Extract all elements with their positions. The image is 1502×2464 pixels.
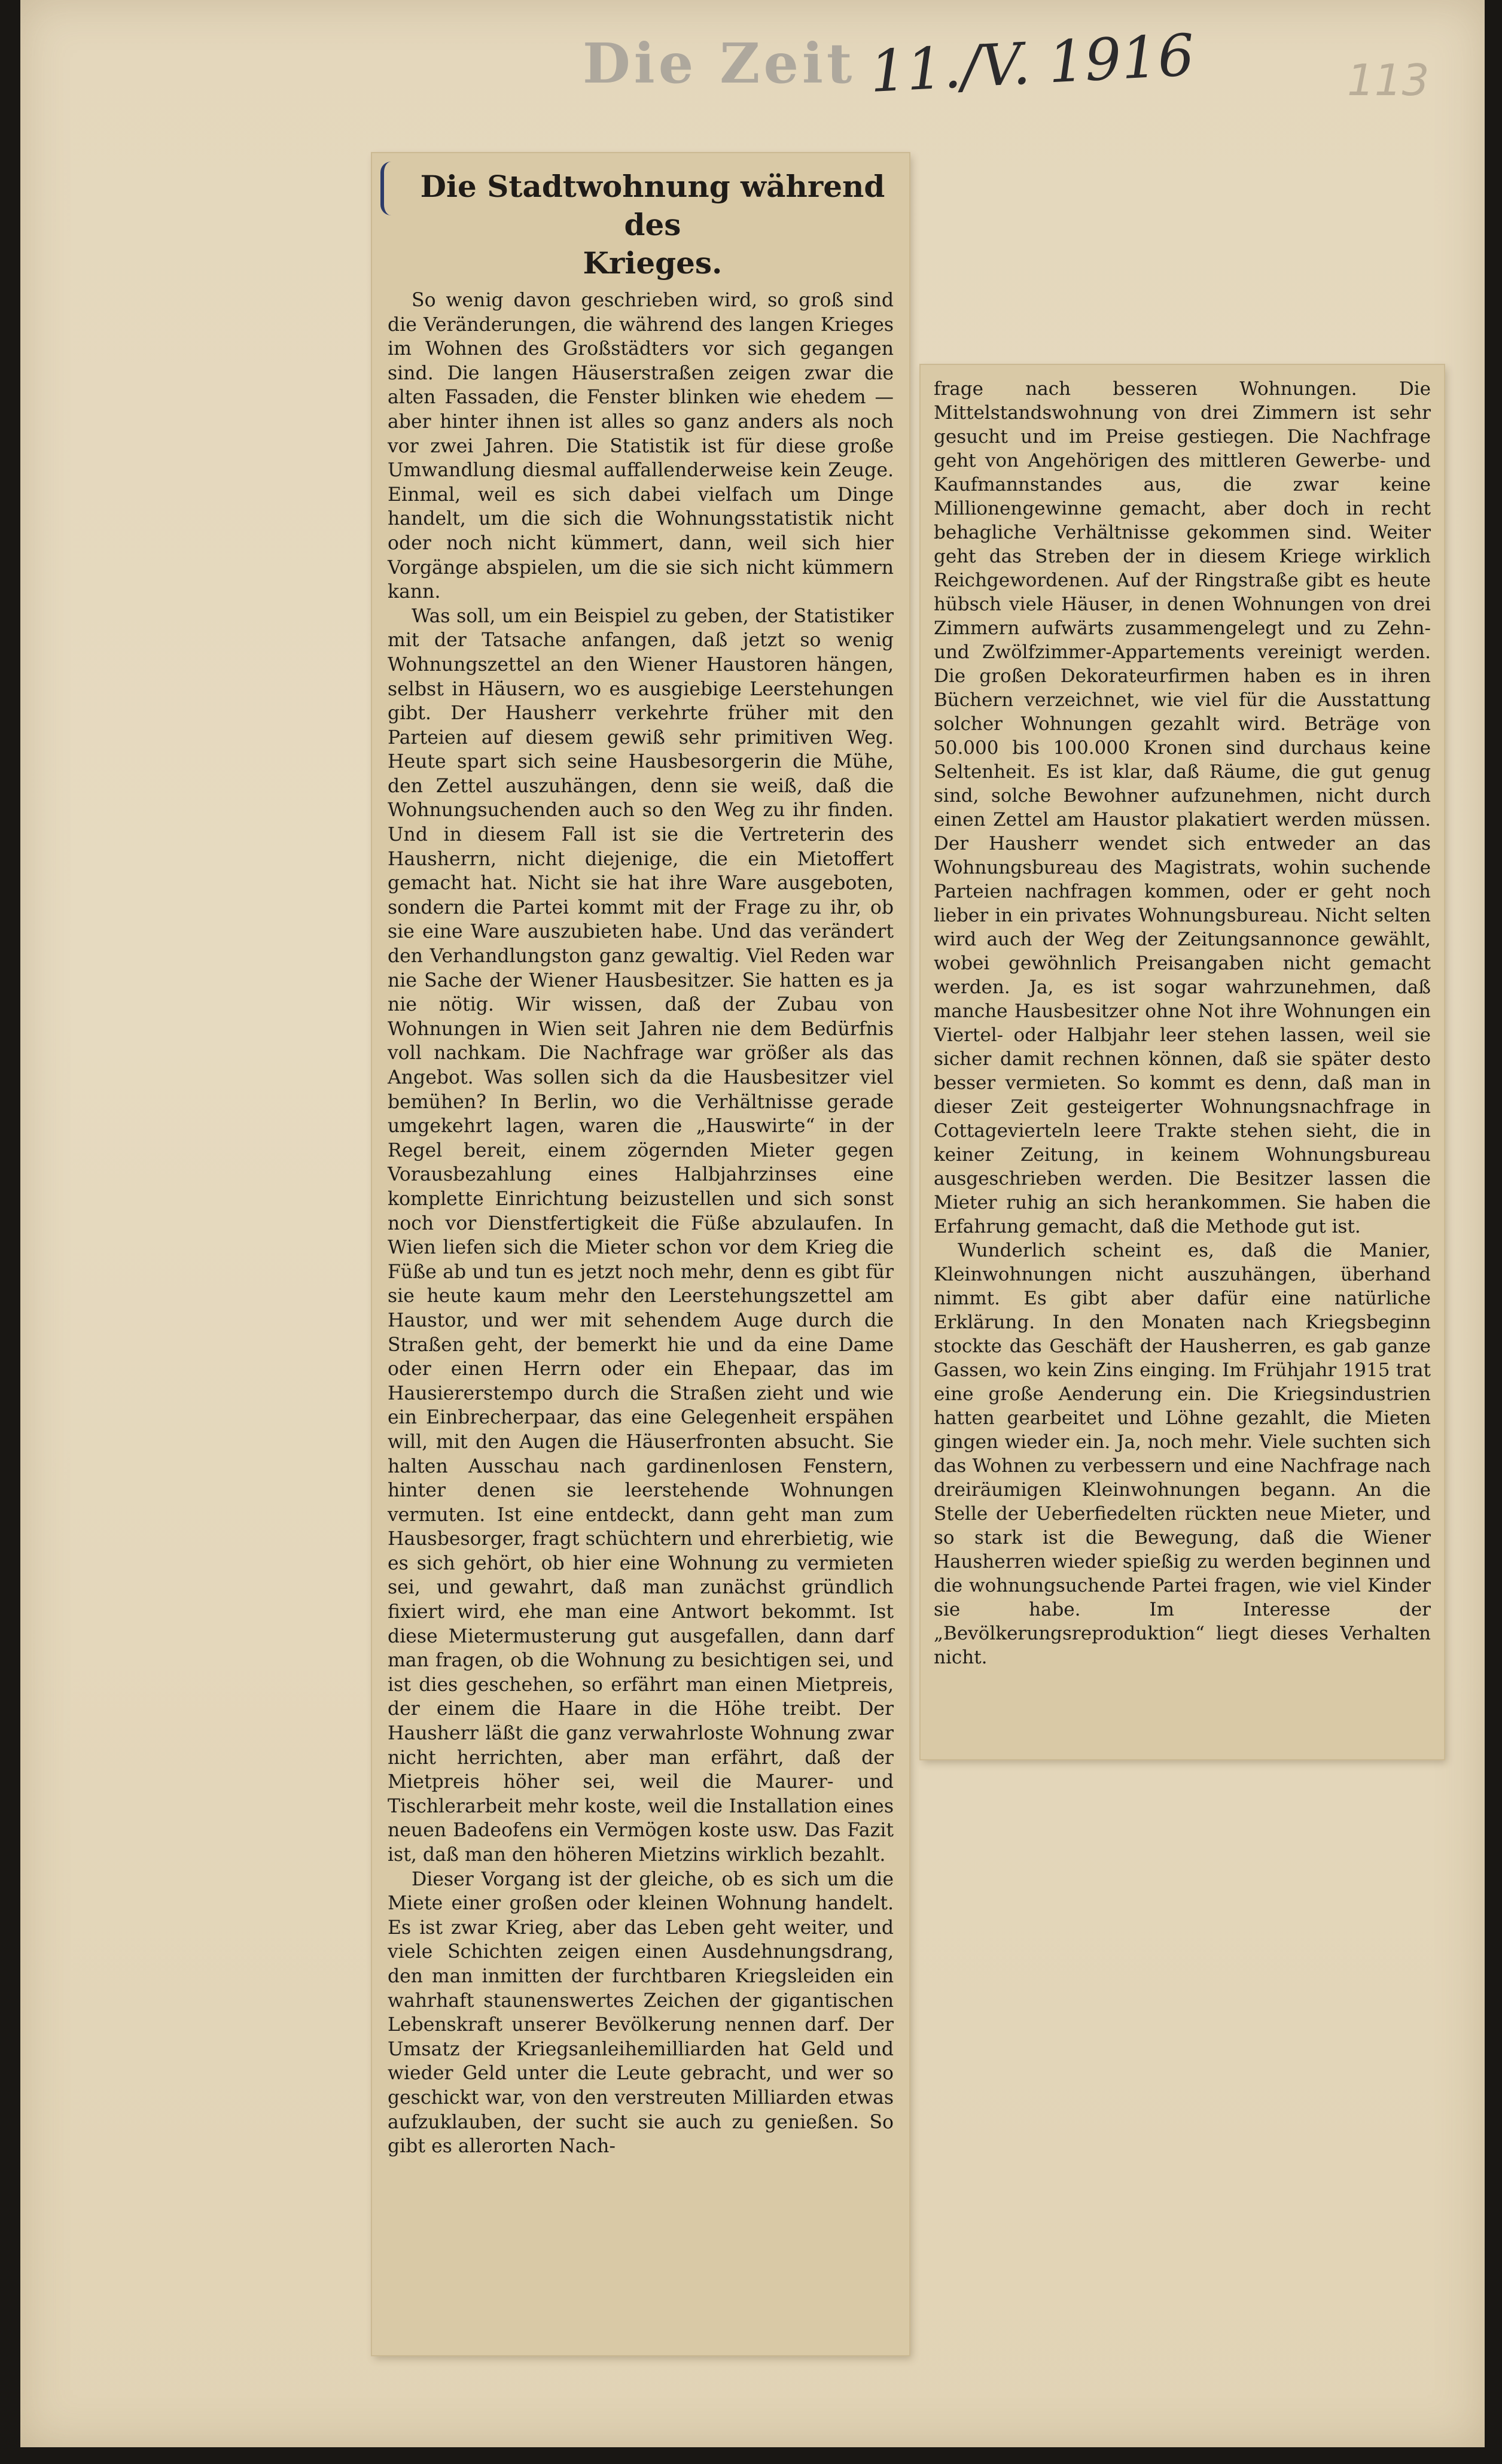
paragraph: Dieser Vorgang ist der gleiche, ob es sich um die Miete einer großen oder kleinen Wohnung handelt. Es ist zwar Krieg, aber das Leben geht weiter, und viele Schichten zeigen einen Ausdehnungsdrang, den man inmitten der furchtbaren Kriegsleiden ein wahrhaft staunenswertes Zeichen der gigantischen Lebenskraft unserer Bevölkerung nennen darf. Der Umsatz der Kriegsanleihemilliarden hat Geld und wieder Geld unter die Leute gebracht, und wer so geschickt war, von den verstreuten Milliarden etwas aufzuklauben, der sucht sie auch zu genießen. So gibt es allerorten Nach- [388,1868,894,2158]
handwritten-date: 11./V. 1916 [868,21,1196,106]
headline-line-1: Die Stadtwohnung während des [420,169,885,242]
paragraph: Was soll, um ein Beispiel zu geben, der Statistiker mit der Tatsache anfangen, daß jetzt so wenig Wohnungszettel an den Wiener Haustoren hängen, selbst in Häusern, wo es ausgiebige Leerstehungen gibt. Der Hausherr verkehrte früher mit den Parteien auf diesem gewiß sehr primitiven Weg. Heute spart sich seine Hausbesorgerin die Mühe, den Zettel auszuhängen, denn sie weiß, daß die Wohnungsuchenden auch so den Weg zu ihr finden. Und in diesem Fall ist sie die Vertreterin des Hausherrn, nicht diejenige, die ein Mietoffert gemacht hat. Nicht sie hat ihre Ware ausgeboten, sondern die Partei kommt mit der Frage zu ihr, ob sie eine Ware auszubieten habe. Und das verändert den Verhandlungston ganz gewaltig. Viel Reden war nie Sache der Wiener Hausbesitzer. Sie hatten es ja nie nötig. Wir wissen, daß der Zubau von Wohnungen in Wien seit Jahren nie dem Bedürfnis voll nachkam. Die Nachfrage war größer als das Angebot. Was sollen sich da die Hausbesitzer viel bemühen? In Berlin, wo die Verhältnisse gerade umgekehrt lagen, waren die „Hauswirte“ in der Regel bereit, einem zögernden Mieter gegen Vorausbezahlung eines Halbjahrzinses eine komplette Einrichtung beizustellen und sich sonst noch vor Dienstfertigkeit die Füße abzulaufen. In Wien liefen sich die Mieter schon vor dem Krieg die Füße ab und tun es jetzt noch mehr, denn es gibt für sie heute kaum mehr den Leerstehungszettel am Haustor, und wer mit sehendem Auge durch die Straßen geht, der bemerkt hie und da eine Dame oder einen Herrn oder ein Ehepaar, das im Hausiererstempo durch die Straßen zieht und wie ein Einbrecherpaar, das eine Gelegenheit erspähen will, mit den Augen die Häuserfronten absucht. Sie halten Ausschau nach gardinenlosen Fenstern, hinter denen sie leerstehende Wohnungen vermuten. Ist eine entdeckt, dann geht man zum Hausbesorger, fragt schüchtern und ehrerbietig, wie es sich gehört, ob hier eine Wohnung zu vermieten sei, und gewahrt, daß man zunächst gründlich fixiert wird, ehe man eine Antwort bekommt. Ist diese Mietermusterung gut ausgefallen, dann darf man fragen, ob die Wohnung zu besichtigen sei, und ist dies geschehen, so erfährt man einen Mietpreis, der einem die Haare in die Höhe treibt. Der Hausherr läßt die ganz verwahrloste Wohnung zwar nicht herrichten, aber man erfährt, daß der Mietpreis höher sei, weil die Maurer- und Tischlerarbeit mehr koste, weil die Installation eines neuen Badeofens ein Vermögen koste usw. Das Fazit ist, daß man den höheren Mietzins wirklich bezahlt. [388,605,894,1866]
page-number: 113 [1347,55,1430,105]
archive-sheet [20,0,1485,2447]
article-body-right [934,377,1431,1669]
paragraph: frage nach besseren Wohnungen. Die Mittelstandswohnung von drei Zimmern ist sehr gesucht und im Preise gestiegen. Die Nachfrage geht von Angehörigen des mittleren Gewerbe- und Kaufmannstandes aus, die zwar keine Millionengewinne gemacht, aber doch in recht behagliche Verhältnisse gekommen sind. Weiter geht das Streben der in diesem Kriege wirklich Reichgewordenen. Auf der Ringstraße gibt es heute hübsch viele Häuser, in denen Wohnungen von drei Zimmern aufwärts zusammengelegt und zu Zehn- und Zwölfzimmer-Appartements vereinigt werden. Die großen Dekorateurfirmen haben es in ihren Büchern verzeichnet, wie viel für die Ausstattung solcher Wohnungen gezahlt wird. Beträge von 50.000 bis 100.000 Kronen sind durchaus keine Seltenheit. Es ist klar, daß Räume, die gut genug sind, solche Bewohner aufzunehmen, nicht durch einen Zettel am Haustor plakatiert werden müssen. Der Hausherr wendet sich entweder an das Wohnungsbureau des Magistrats, wohin suchende Parteien nachfragen kommen, oder er geht noch lieber in ein privates Wohnungsbureau. Nicht selten wird auch der Weg der Zeitungsannonce gewählt, wobei gewöhnlich Preisangaben nicht gemacht werden. Ja, es ist sogar wahrzunehmen, daß manche Hausbesitzer ohne Not ihre Wohnungen ein Viertel- oder Halbjahr leer stehen lassen, weil sie sicher damit rechnen können, daß sie später desto besser vermieten. So kommt es denn, daß man in dieser Zeit gesteigerter Wohnungsnachfrage in Cottagevierteln leere Trakte stehen sieht, die in keiner Zeitung, in keinem Wohnungsbureau ausgeschrieben werden. Die Besitzer lassen die Mieter ruhig an sich herankommen. Sie haben die Erfahrung gemacht, daß die Methode gut ist. [934,378,1431,1237]
article-body-left [388,288,894,2159]
article-headline [414,168,891,282]
paragraph: Wunderlich scheint es, daß die Manier, Kleinwohnungen nicht auszuhängen, überhand nimmt. Es gibt aber dafür eine natürliche Erklärung. In den Monaten nach Kriegsbeginn stockte das Geschäft der Hausherren, es gab ganze Gassen, wo kein Zins einging. Im Frühjahr 1915 trat eine große Aenderung ein. Die Kriegsindustrien hatten gearbeitet und Löhne gezahlt, die Mieten gingen wieder ein. Ja, noch mehr. Viele suchten sich das Wohnen zu verbessern und eine Nachfrage nach dreiräumigen Kleinwohnungen begann. An die Stelle der Ueberfiedelten rückten neue Mieter, und so stark ist die Bewegung, daß die Wiener Hausherren wieder spießig zu werden beginnen und die wohnungsuchende Partei fragen, wie viel Kinder sie habe. Im Interesse der „Bevölkerungsreproduktion“ liegt dieses Verhalten nicht. [934,1240,1431,1668]
clipping-left-column [372,153,909,2355]
headline-line-2: Krieges. [583,245,723,281]
clipping-right-column [921,365,1444,1759]
blue-pencil-mark-icon [380,162,391,215]
paragraph: So wenig davon geschrieben wird, so groß sind die Veränderungen, die während des langen Krieges im Wohnen des Großstädters vor sich gegangen sind. Die langen Häuserstraßen zeigen zwar die alten Fassaden, die Fenster blinken wie ehedem — aber hinter ihnen ist alles so ganz anders als noch vor zwei Jahren. Die Statistik ist für diese große Umwandlung diesmal auffallenderweise kein Zeuge. Einmal, weil es sich dabei vielfach um Dinge handelt, um die sich die Wohnungsstatistik nicht oder noch nicht kümmert, dann, weil sich hier Vorgänge abspielen, um die sie sich nicht kümmern kann. [388,290,894,603]
newspaper-masthead: Die Zeit [583,31,856,96]
